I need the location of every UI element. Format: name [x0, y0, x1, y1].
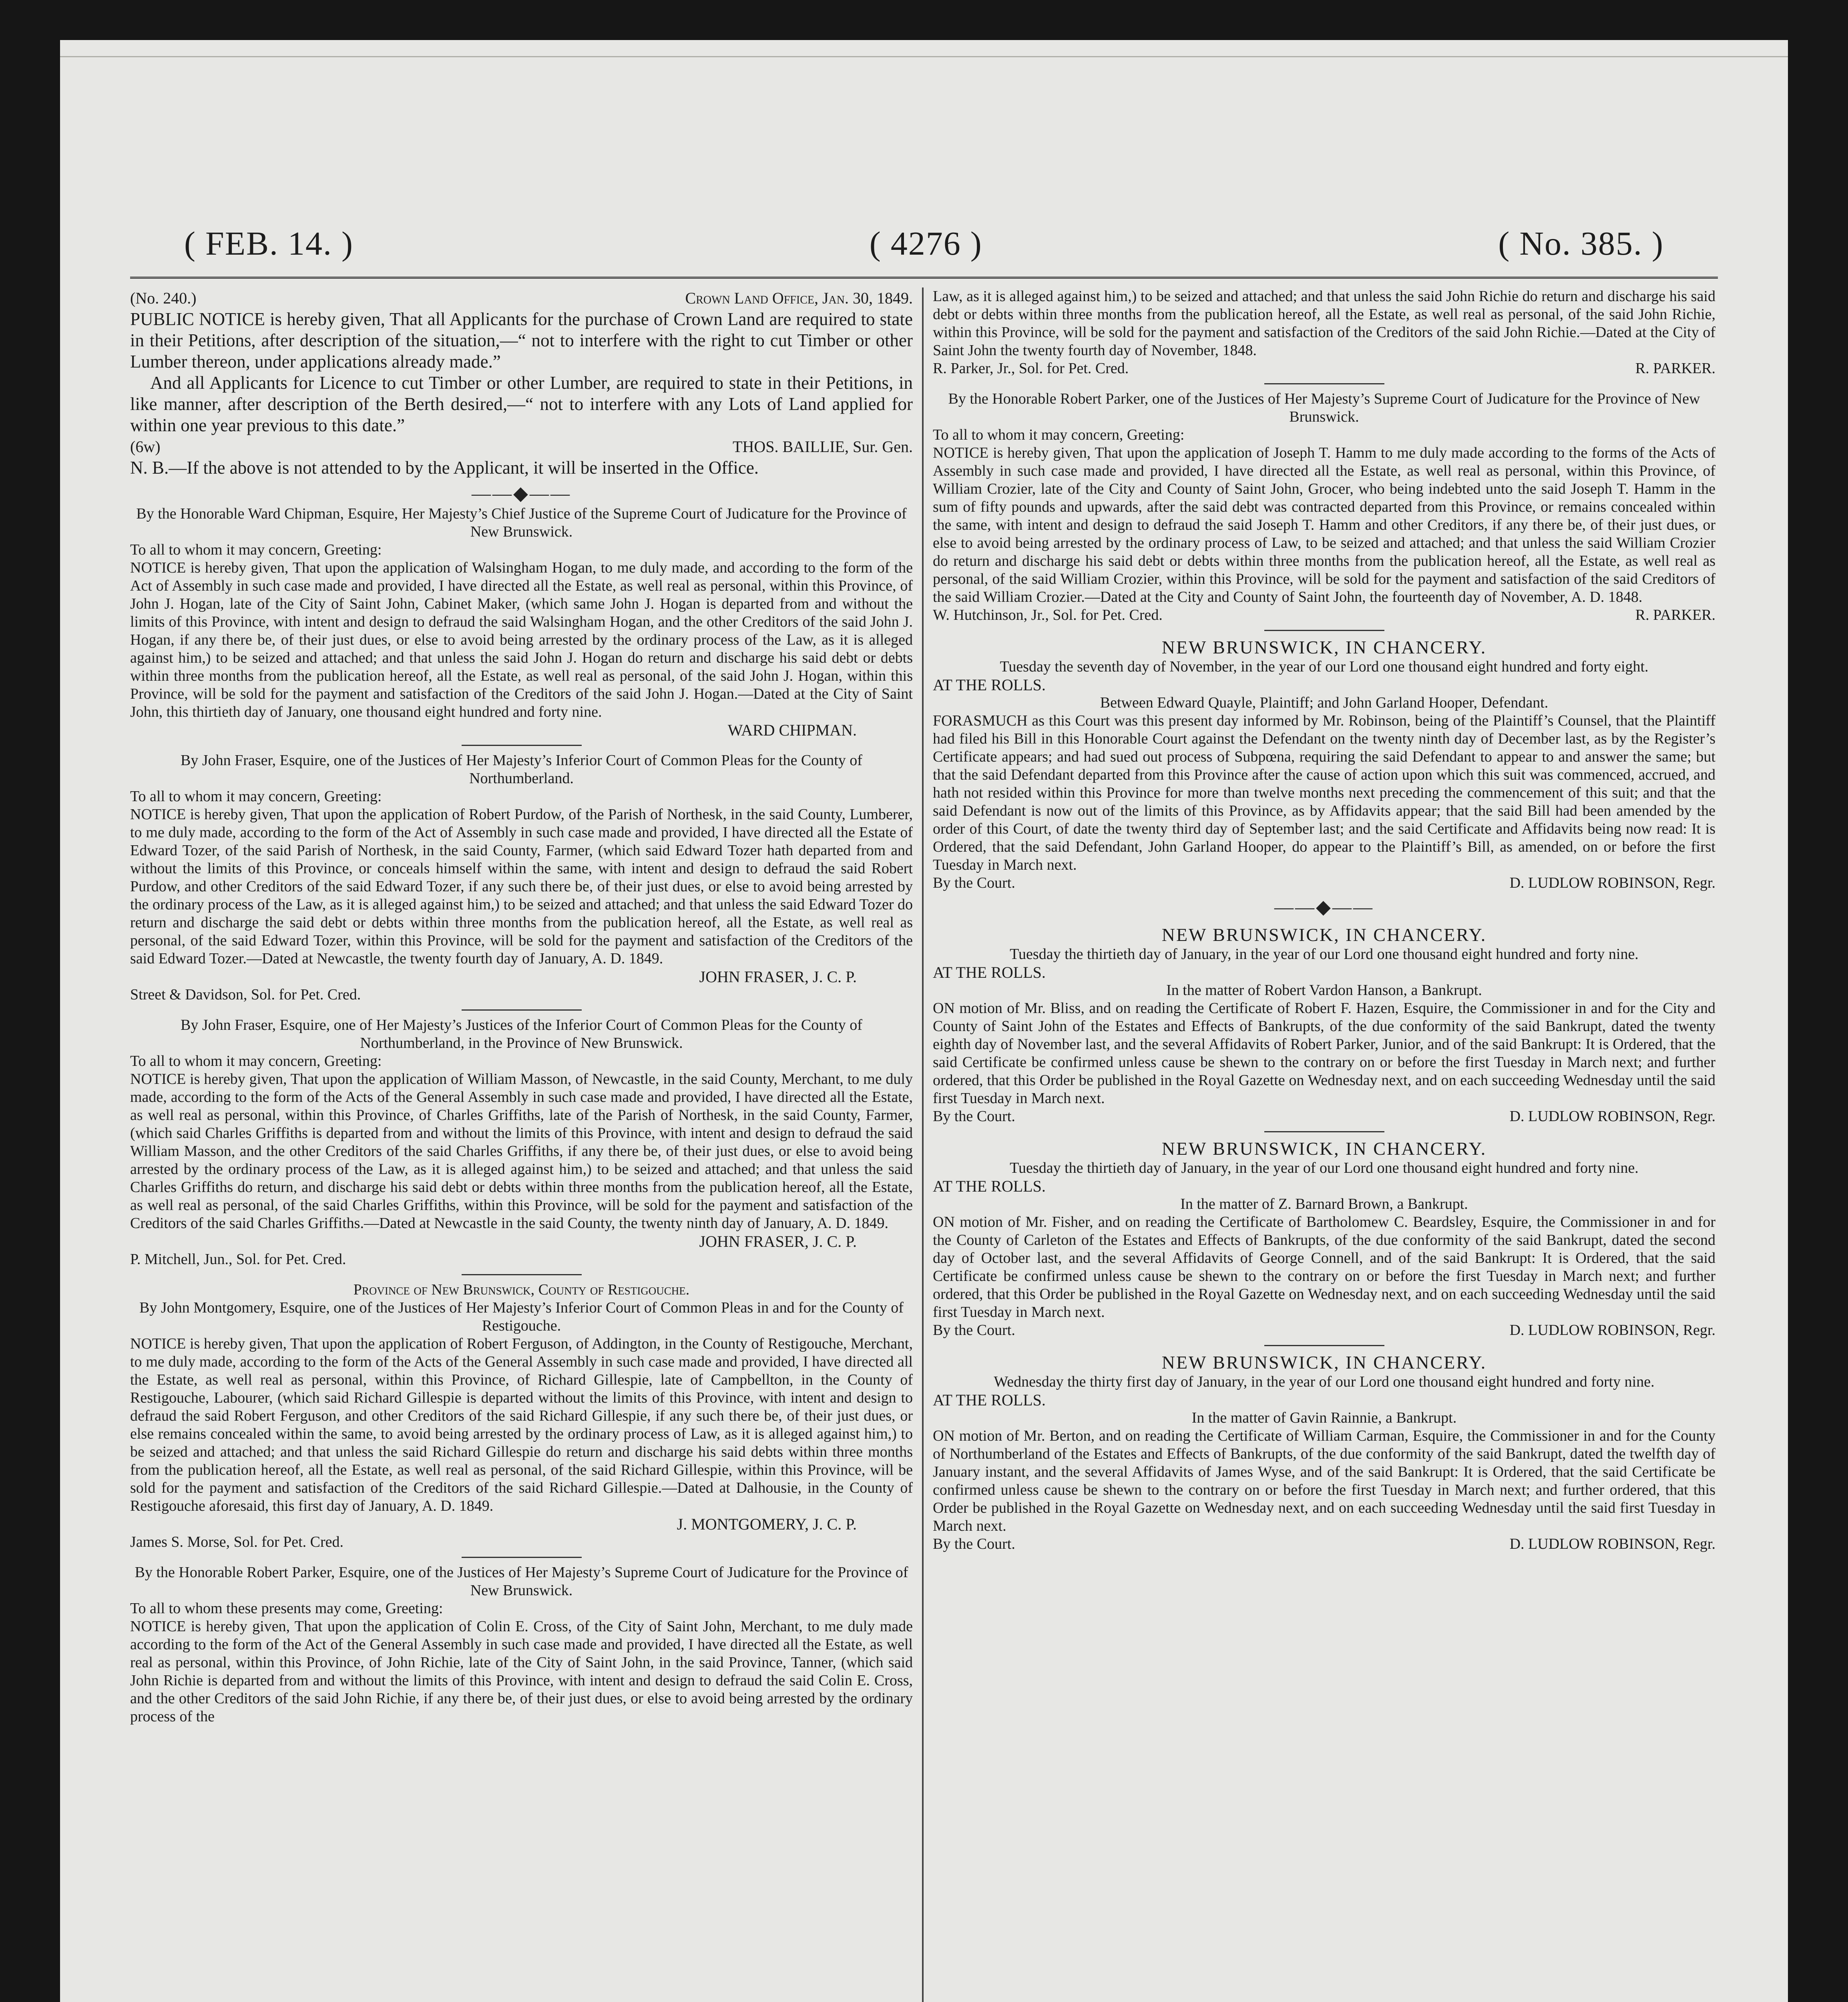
- notice-date: Tuesday the thirtieth day of January, in the year of our Lord one thousand eight hundred and forty nine.: [1010, 946, 1639, 963]
- crown-land-notice: [130, 287, 913, 478]
- notice-heading: [130, 287, 913, 309]
- notice-title: NEW BRUNSWICK, IN CHANCERY.: [1161, 925, 1487, 945]
- notice-body: NOTICE is hereby given, That upon the application of Walsingham Hogan, to me duly made, and according to the form of the Act of Assembly in such case made and provided, I have directed all the Estate, as well real as personal, within this Province, of John J. Hogan, late of the City of Saint John, Cabinet Maker, (which same John J. Hogan is departed from and without the limits of this Province, with intent and design to defraud the said Walsingham Hogan, and the other Creditors of the said John J. Hogan, if any there be, of their just dues, or else to avoid being arrested by the ordinary process of the Law, as it is alleged against him,) to be seized and attached; and that unless the said John J. Hogan do return and discharge his said debt or debts within three months from the publication hereof, all the Estate, as well real as personal, of the said John J. Hogan, within this Province, will be sold for the payment and satisfaction of the Creditors of the said John J. Hogan.—Dated at the City of Saint John, this thirtieth day of January, one thousand eight hundred and forty nine.: [130, 559, 913, 720]
- notice-body: NOTICE is hereby given, That upon the application of Joseph T. Hamm to me duly made according to the forms of the Acts of Assembly in such case made and provided, I have directed all the Estate, as well real as personal, within this Province, of William Crozier, late of the City and County of Saint John, Grocer, who being indebted unto the said Joseph T. Hamm in the sum of fifty pounds and upwards, after the said debt was contracted departed from this Province, or remains concealed within the same, with intent and design to defraud the said Joseph T. Hamm and other Creditors, if any there be, of their just dues, or else to avoid being arrested by the ordinary process of Law, to be seized and attached; and that unless the said William Crozier do return and discharge his said debt or debts within three months from the publication hereof, all the Estate, as well real as personal, of the said William Crozier, within this Province, will be sold for the payment and satisfaction of the said Creditors of the said William Crozier.—Dated at the City and County of Saint John, the fourteenth day of November, A. D. 1848.: [933, 444, 1715, 605]
- solicitor: W. Hutchinson, Jr., Sol. for Pet. Cred.: [933, 607, 1163, 623]
- signature-row: [130, 436, 913, 457]
- notice-intro: By the Honorable Robert Parker, Esquire, one of the Justices of Her Majesty’s Supreme Court of Judicature for the Province of New Brunswick.: [135, 1564, 908, 1599]
- richie-notice: [130, 1564, 913, 1726]
- notice-intro: By John Fraser, Esquire, one of Her Majesty’s Justices of the Inferior Court of Common Pleas for the County of Northumberland, in the Province of New Brunswick.: [181, 1017, 862, 1051]
- notice-body: ON motion of Mr. Fisher, and on reading the Certificate of Bartholomew C. Beardsley, Esquire, the Commissioner in and for the County of Carleton of the Estates and Effects of Bankrupts, of the due conformity of the said Bankrupt, dated the second day of October last, and the several Affidavits of George Connell, and of the said Bankrupt: It is Ordered, that the said Certificate be confirmed unless cause be shewn to the contrary on or before the first Tuesday in March next; and further ordered, that this Order be published in the Royal Gazette on Wednesday next, and on each succeeding Wednesday until the said first Tuesday in March next.: [933, 1214, 1715, 1321]
- rainnie-chancery-notice: [933, 1353, 1715, 1553]
- signature-row: [933, 360, 1715, 378]
- brown-chancery-notice: [933, 1140, 1715, 1339]
- notice-intro: By John Fraser, Esquire, one of the Justices of Her Majesty’s Inferior Court of Common Pleas for the County of Northumberland.: [181, 752, 862, 787]
- signature: THOS. BAILLIE, Sur. Gen.: [733, 438, 913, 456]
- ornament-divider: ——◆——: [472, 483, 571, 504]
- signature-row: [933, 1535, 1715, 1553]
- notice-title: NEW BRUNSWICK, IN CHANCERY.: [1161, 1352, 1487, 1373]
- notice-body: NOTICE is hereby given, That upon the application of Robert Purdow, of the Parish of Northesk, in the said County, Lumberer, to me duly made, according to the form of the Act of Assembly in such case made and provided, I have directed all the Estate of Edward Tozer, of the said Parish of Northesk, in the said County, Farmer, (which said Edward Tozer hath departed from and without the limits of this Province, or conceals himself within the same, with intent and design to defraud the said Robert Purdow, and other Creditors of the said Edward Tozer, if any such there be, of their just dues, or else to avoid being arrested by the ordinary process of the Law, as it is alleged against him,) to be seized and attached; and that unless the said Edward Tozer do return and discharge the said debt or debts within three months from the publication hereof, all the Estate, as well real as personal, of the said Edward Tozer, within this Province, will be sold for the payment and satisfaction of the Creditors of the said Edward Tozer.—Dated at Newcastle, the twenty fourth day of January, A. D. 1849.: [130, 806, 913, 967]
- page-number: ( 4276 ): [869, 225, 982, 262]
- notice-greeting: To all to whom it may concern, Greeting:: [130, 541, 382, 558]
- notice-paragraph: And all Applicants for Licence to cut Timber or other Lumber, are required to state in their Petitions, in like manner, after description of the Berth desired,—“ not to interfere with any Lots of Land applied for within one year previous to this date.”: [130, 373, 913, 435]
- notice-province: Province of New Brunswick, County of Restigouche.: [353, 1281, 690, 1298]
- notice-body: FORASMUCH as this Court was this present day informed by Mr. Robinson, being of the Plaintiff’s Counsel, that the Plaintiff had filed his Bill in this Honorable Court against the Defendant on the twenty ninth day of December last, as by the Register’s Certificate appears; and had sued out process of Subpœna, requiring the said Defendant to appear to and answer the same; but that the said Defendant departed from this Province after the cause of action upon which this suit was commenced, accrued, and hath not resided within this Province for more than twelve months next preceding the commencement of this suit; and that the said Defendant is now out of the limits of this Province, as by Affidavits appear; that the said Bill had been amended by the order of this Court, of date the twenty third day of September last; and the said Certificate and Affidavits being now read: It is Ordered, that the said Defendant, John Garland Hooper, do appear to the Plaintiff’s Bill, as amended, on or before the first Tuesday in March next.: [933, 712, 1715, 873]
- separator-rule: [462, 1274, 582, 1275]
- notice-intro: By the Honorable Ward Chipman, Esquire, Her Majesty’s Chief Justice of the Supreme Court of Judicature for the Province of New Brunswick.: [136, 505, 907, 540]
- columns: [130, 287, 1718, 1730]
- signature: JOHN FRASER, J. C. P.: [699, 968, 857, 986]
- insertion-code: (6w): [130, 438, 161, 456]
- notice-greeting: To all to whom it may concern, Greeting:: [933, 426, 1185, 443]
- solicitor: P. Mitchell, Jun., Sol. for Pet. Cred.: [130, 1251, 346, 1268]
- signature: R. PARKER.: [1635, 607, 1715, 623]
- gillespie-notice: [130, 1281, 913, 1551]
- rolls-heading: AT THE ROLLS.: [933, 963, 1046, 981]
- notice-date: Tuesday the thirtieth day of January, in the year of our Lord one thousand eight hundred and forty nine.: [1010, 1160, 1639, 1176]
- notice-title: NEW BRUNSWICK, IN CHANCERY.: [1161, 1138, 1487, 1159]
- solicitor: Street & Davidson, Sol. for Pet. Cred.: [130, 986, 361, 1003]
- hanson-chancery-notice: [933, 926, 1715, 1126]
- notice-greeting: To all to whom it may concern, Greeting:: [130, 788, 382, 805]
- notice-matter: In the matter of Robert Vardon Hanson, a Bankrupt.: [1166, 982, 1482, 999]
- office-date: Crown Land Office, Jan. 30, 1849.: [685, 289, 913, 307]
- masthead: [130, 224, 1718, 263]
- griffiths-notice: [130, 1016, 913, 1268]
- signature-row: [933, 1321, 1715, 1339]
- rolls-heading: AT THE ROLLS.: [933, 676, 1046, 694]
- court-line: By the Court.: [933, 1108, 1015, 1125]
- signature: R. PARKER.: [1635, 360, 1715, 377]
- separator-rule: [1264, 1131, 1384, 1132]
- notice-parties: Between Edward Quayle, Plaintiff; and John Garland Hooper, Defendant.: [1100, 694, 1549, 711]
- notice-number: (No. 240.): [130, 289, 197, 307]
- signature-row: [933, 606, 1715, 624]
- signature: D. LUDLOW ROBINSON, Regr.: [1509, 1108, 1715, 1125]
- court-line: By the Court.: [933, 1322, 1015, 1339]
- notice-date: Tuesday the seventh day of November, in the year of our Lord one thousand eight hundred and forty eight.: [1000, 658, 1649, 675]
- quayle-chancery-notice: [933, 638, 1715, 892]
- richie-notice-continued: [933, 287, 1715, 378]
- issue-date: ( FEB. 14. ): [184, 225, 354, 262]
- signature: J. MONTGOMERY, J. C. P.: [677, 1515, 857, 1533]
- separator-rule: [1264, 630, 1384, 631]
- signature: D. LUDLOW ROBINSON, Regr.: [1509, 1536, 1715, 1552]
- notice-matter: In the matter of Z. Barnard Brown, a Bankrupt.: [1180, 1196, 1468, 1212]
- signature-row: [933, 874, 1715, 892]
- solicitor: James S. Morse, Sol. for Pet. Cred.: [130, 1534, 344, 1550]
- hogan-notice: [130, 505, 913, 739]
- signature: WARD CHIPMAN.: [727, 721, 857, 739]
- notice-body: NOTICE is hereby given, That upon the application of William Masson, of Newcastle, in the said County, Merchant, to me duly made, according to the form of the Acts of the General Assembly in such case made and provided, I have directed all the Estate, as well real as personal, within this Province, of Charles Griffiths, late of the Parish of Northesk, in the said County, Farmer, (which said Charles Griffiths is departed from and without the limits of this Province, with intent and design to defraud the said William Masson, and the other Creditors of the said Charles Griffiths, if any there be, of their just dues, or else to avoid being arrested by the ordinary process of the Law, as it is alleged against him,) to be seized and attached; and that unless the said Charles Griffiths do return, and discharge his said debt or debts within three months from the publication hereof, all the Estate, as well real as personal, of the said Charles Griffiths, within this Province, will be sold for the payment and satisfaction of the Creditors of the said Charles Griffiths.—Dated at Newcastle in the said County, the twenty ninth day of January, A. D. 1849.: [130, 1071, 913, 1232]
- signature: D. LUDLOW ROBINSON, Regr.: [1509, 1322, 1715, 1339]
- notice-intro: By the Honorable Robert Parker, one of the Justices of Her Majesty’s Supreme Court of Judicature for the Province of New Brunswick.: [948, 390, 1700, 425]
- separator-rule: [462, 1009, 582, 1011]
- notice-matter: In the matter of Gavin Rainnie, a Bankrupt.: [1191, 1409, 1457, 1426]
- rolls-heading: AT THE ROLLS.: [933, 1391, 1046, 1409]
- left-column: [130, 287, 923, 1730]
- issue-number: ( No. 385. ): [1498, 225, 1664, 262]
- separator-rule: [1264, 383, 1384, 384]
- court-line: By the Court.: [933, 874, 1015, 891]
- court-line: By the Court.: [933, 1536, 1015, 1552]
- column-divider: [922, 287, 924, 2002]
- notice-date: Wednesday the thirty first day of January, in the year of our Lord one thousand eight hundred and forty nine.: [994, 1373, 1655, 1390]
- rolls-heading: AT THE ROLLS.: [933, 1177, 1046, 1195]
- signature: D. LUDLOW ROBINSON, Regr.: [1509, 874, 1715, 891]
- notice-body: ON motion of Mr. Bliss, and on reading the Certificate of Robert F. Hazen, Esquire, the Commissioner in and for the City and County of Saint John of the Estates and Effects of Bankrupts, of the due conformity of the said Bankrupt, dated the twenty eighth day of November last, and the several Affidavits of Robert Parker, Junior, and of the said Bankrupt: It is Ordered, that the said Certificate be confirmed unless cause be shewn to the contrary on or before the first Tuesday in March next; and further ordered, that this Order be published in the Royal Gazette on Wednesday next, and on each succeeding Wednesday until the said first Tuesday in March next.: [933, 1000, 1715, 1107]
- ornament-divider: ——◆——: [1274, 896, 1374, 918]
- header-rule: [130, 277, 1718, 279]
- newspaper-page: [60, 40, 1788, 2002]
- separator-rule: [462, 1557, 582, 1558]
- signature-row: [933, 1108, 1715, 1126]
- nota-bene: N. B.—If the above is not attended to by the Applicant, it will be inserted in the Office.: [130, 458, 759, 478]
- notice-paragraph: PUBLIC NOTICE is hereby given, That all Applicants for the purchase of Crown Land are required to state in their Petitions, after description of the situation,—“ not to interfere with the right to cut Timber or other Lumber thereon, under applications already made.”: [130, 309, 913, 372]
- notice-greeting: To all to whom it may concern, Greeting:: [130, 1053, 382, 1069]
- notice-body: NOTICE is hereby given, That upon the application of Colin E. Cross, of the City of Saint John, Merchant, to me duly made according to the form of the Act of the General Assembly in such case made and provided, I have directed all the Estate, as well real as personal, within this Province, of John Richie, late of the City of Saint John, in the said Province, Tanner, (which said John Richie is departed from and without the limits of this Province, with intent and design to defraud the said Colin E. Cross, and the other Creditors of the said John Richie, if any there be, of their just dues, or else to avoid being arrested by the ordinary process of the: [130, 1618, 913, 1725]
- notice-greeting: To all to whom these presents may come, Greeting:: [130, 1600, 443, 1617]
- separator-rule: [1264, 1345, 1384, 1346]
- solicitor: R. Parker, Jr., Sol. for Pet. Cred.: [933, 360, 1129, 377]
- signature: JOHN FRASER, J. C. P.: [699, 1232, 857, 1250]
- notice-body: Law, as it is alleged against him,) to be seized and attached; and that unless the said John Richie do return and discharge his said debt or debts within three months from the publication hereof, all the Estate, as well real as personal, of the said John Richie, within this Province, will be sold for the payment and satisfaction of the Creditors of the said John Richie.—Dated at the City of Saint John the twenty fourth day of November, 1848.: [933, 288, 1715, 359]
- notice-intro: By John Montgomery, Esquire, one of the Justices of Her Majesty’s Inferior Court of Common Pleas in and for the County of Restigouche.: [139, 1299, 904, 1334]
- notice-body: NOTICE is hereby given, That upon the application of Robert Ferguson, of Addington, in the County of Restigouche, Merchant, to me duly made, according to the form of the Acts of the General Assembly in such case made and provided, I have directed all the Estate, as well real as personal, within this Province, of Richard Gillespie, late of Campbellton, in the County of Restigouche, Labourer, (which said Richard Gillespie is departed without the limits of this Province, with intent and design to defraud the said Robert Ferguson, and other Creditors of the said Richard Gillespie, if any such there be, of their just dues, or else remains concealed within the same, to avoid being arrested by the ordinary process of Law, as it is alleged against him,) to be seized and attached; and that unless the said Richard Gillespie do return and discharge his said debts within three months from the publication hereof, all the Estate, as well real as personal, of the said Richard Gillespie, within this Province, will be sold for the payment and satisfaction of the Creditors of the said Richard Gillespie.—Dated at Dalhousie, in the County of Restigouche aforesaid, this first day of January, A. D. 1849.: [130, 1335, 913, 1514]
- tozer-notice: [130, 752, 913, 1004]
- page-edge-rule: [60, 56, 1788, 57]
- right-column: [923, 287, 1715, 1730]
- notice-title: NEW BRUNSWICK, IN CHANCERY.: [1161, 637, 1487, 657]
- separator-rule: [462, 745, 582, 746]
- notice-body: ON motion of Mr. Berton, and on reading the Certificate of William Carman, Esquire, the Commissioner in and for the County of Northumberland of the Estates and Effects of Bankrupts, of the due conformity of the said Bankrupt, dated the twelfth day of January instant, and the several Affidavits of James Wyse, and of the said Bankrupt: It is Ordered, that the said Certificate be confirmed unless cause be shewn to the contrary on or before the first Tuesday in March next; and further ordered, that this Order be published in the Royal Gazette on Wednesday next, and on each succeeding Wednesday until the said first Tuesday in March next.: [933, 1427, 1715, 1534]
- crozier-notice: [933, 390, 1715, 624]
